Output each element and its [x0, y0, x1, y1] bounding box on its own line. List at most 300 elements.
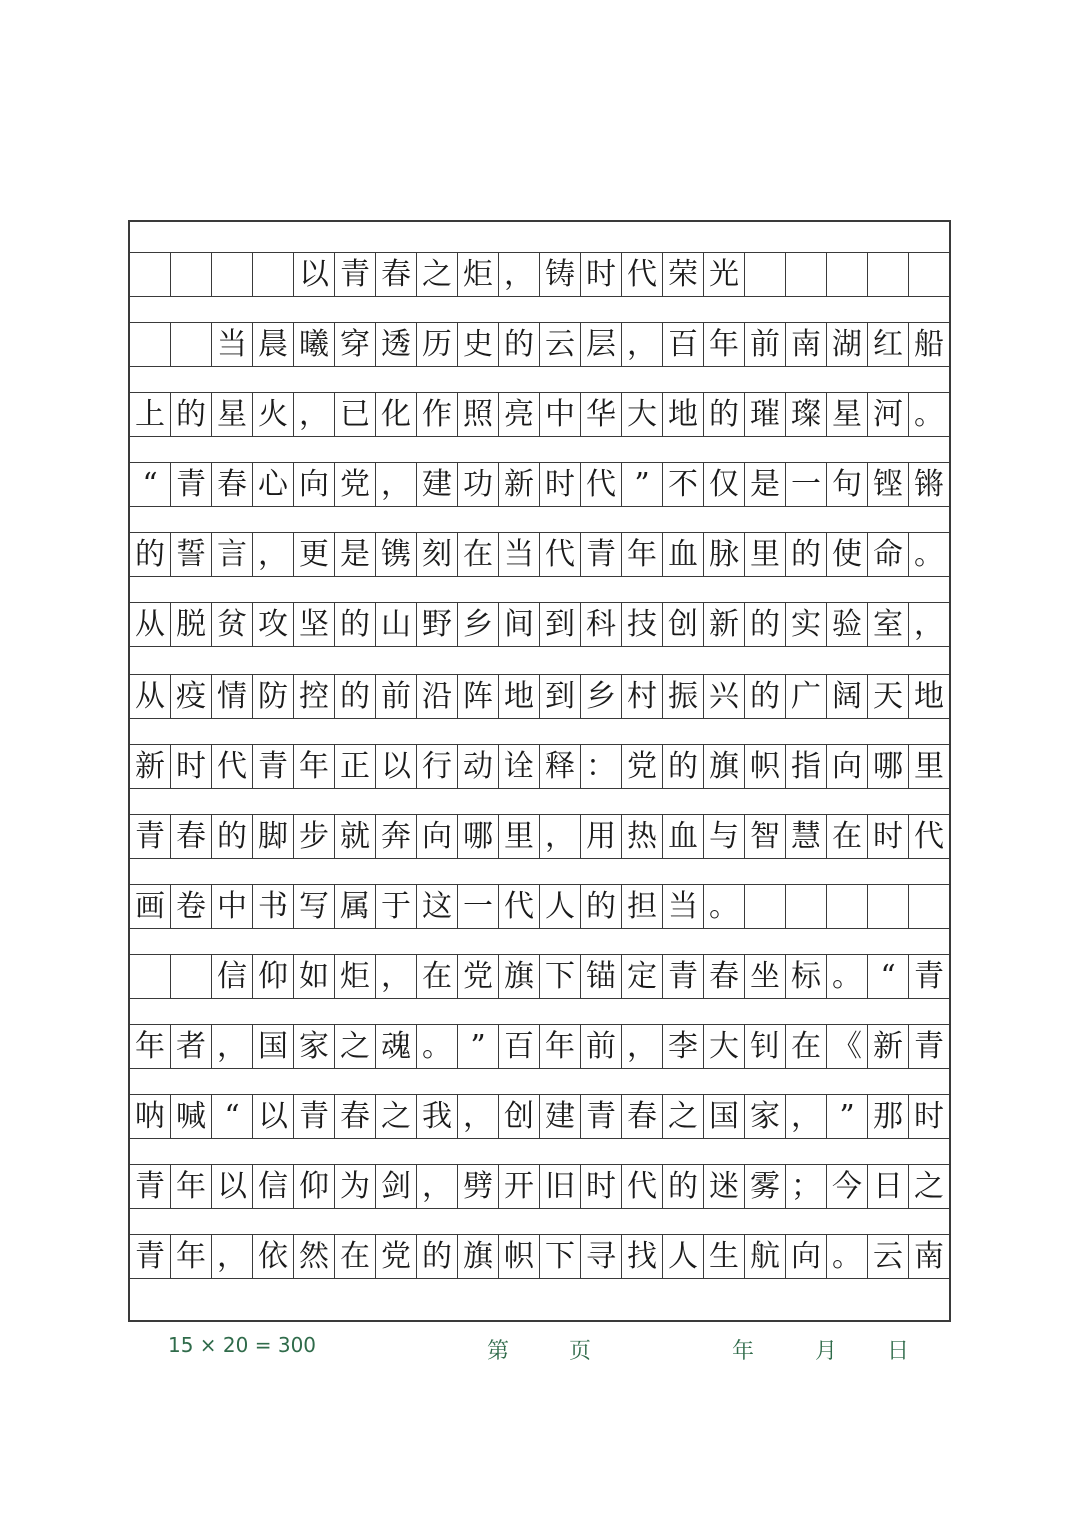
grid-cell: 春 [171, 815, 212, 858]
grid-cell: 党 [335, 463, 376, 506]
grid-cell: 透 [376, 323, 417, 366]
grid-cell: 新 [130, 745, 171, 788]
grid-cell: 乡 [458, 603, 499, 646]
grid-row [130, 1094, 949, 1139]
grid-cell: 誓 [171, 533, 212, 576]
grid-cell: 帜 [745, 745, 786, 788]
grid-cell: 旧 [540, 1165, 581, 1208]
grid-cell: 。 [417, 1025, 458, 1068]
grid-cell: 当 [212, 323, 253, 366]
grid-cell: 年 [171, 1235, 212, 1278]
grid-cell: 脱 [171, 603, 212, 646]
grid-cell: 正 [335, 745, 376, 788]
grid-cell: 当 [499, 533, 540, 576]
grid-cell: 《 [827, 1025, 868, 1068]
grid-cell: 的 [417, 1235, 458, 1278]
grid-cell [868, 253, 909, 296]
grid-cell: 控 [294, 675, 335, 718]
grid-row [130, 814, 949, 859]
grid-cell: 向 [417, 815, 458, 858]
grid-cell: 青 [171, 463, 212, 506]
grid-cell: 青 [130, 1235, 171, 1278]
grid-cell: 创 [499, 1095, 540, 1138]
grid-cell: 大 [622, 393, 663, 436]
grid-cell: 坚 [294, 603, 335, 646]
grid-cell: 时 [540, 463, 581, 506]
grid-cell: 前 [376, 675, 417, 718]
grid-cell: 年 [540, 1025, 581, 1068]
grid-cell [171, 253, 212, 296]
grid-cell: 生 [704, 1235, 745, 1278]
grid-cell: “ [212, 1095, 253, 1138]
grid-cell: 哪 [868, 745, 909, 788]
grid-cell: 一 [786, 463, 827, 506]
grid-cell: 奔 [376, 815, 417, 858]
grid-cell: 属 [335, 885, 376, 928]
grid-cell: 以 [253, 1095, 294, 1138]
page-suffix-label: 页 [569, 1339, 592, 1364]
grid-cell: 光 [704, 253, 745, 296]
grid-cell: 已 [335, 393, 376, 436]
grid-cell: 新 [704, 603, 745, 646]
grid-cell: 信 [253, 1165, 294, 1208]
grid-cell: 春 [335, 1095, 376, 1138]
grid-cell: 南 [786, 323, 827, 366]
grid-cell: 慧 [786, 815, 827, 858]
grid-cell: 的 [704, 393, 745, 436]
grid-cell: 星 [827, 393, 868, 436]
grid-cell: 实 [786, 603, 827, 646]
grid-cell: 代 [499, 885, 540, 928]
grid-cell: ， [786, 1095, 827, 1138]
grid-cell: ” [622, 463, 663, 506]
grid-cell: “ [130, 463, 171, 506]
grid-cell: 青 [335, 253, 376, 296]
grid-cell: 旗 [499, 955, 540, 998]
grid-cell: 振 [663, 675, 704, 718]
grid-cell: 代 [581, 463, 622, 506]
grid-cell: 然 [294, 1235, 335, 1278]
grid-cell: 血 [663, 815, 704, 858]
grid-cell: 从 [130, 603, 171, 646]
grid-cell: 验 [827, 603, 868, 646]
grid-cell: 炬 [458, 253, 499, 296]
grid-cell: 的 [499, 323, 540, 366]
grid-cell: 上 [130, 393, 171, 436]
grid-row [130, 954, 949, 999]
grid-cell: 家 [745, 1095, 786, 1138]
grid-cell: 河 [868, 393, 909, 436]
grid-cell: 呐 [130, 1095, 171, 1138]
grid-cell [868, 885, 909, 928]
grid-cell: 百 [663, 323, 704, 366]
grid-cell: 时 [581, 1165, 622, 1208]
grid-cell: 代 [914, 818, 944, 854]
grid-cell: 人 [540, 885, 581, 928]
grid-cell: 阵 [458, 675, 499, 718]
grid-cell: 镌 [376, 533, 417, 576]
grid-cell: 言 [212, 533, 253, 576]
grid-cell: 向 [294, 463, 335, 506]
grid-cell: 之 [417, 253, 458, 296]
grid-cell: 魂 [376, 1025, 417, 1068]
grid-cell: 锵 [914, 466, 944, 502]
grid-cell: 定 [622, 955, 663, 998]
grid-cell [212, 253, 253, 296]
grid-cell: 百 [499, 1025, 540, 1068]
grid-cell: 前 [581, 1025, 622, 1068]
grid-cell: 的 [786, 533, 827, 576]
grid-row [130, 392, 949, 437]
grid-cell [786, 253, 827, 296]
grid-cell: 在 [335, 1235, 376, 1278]
grid-cell: 。 [914, 536, 944, 572]
grid-cell: 一 [458, 885, 499, 928]
grid-cell: 青 [663, 955, 704, 998]
grid-cell: 到 [540, 603, 581, 646]
grid-row [130, 1164, 949, 1209]
grid-cell: 卷 [171, 885, 212, 928]
grid-cell: 喊 [171, 1095, 212, 1138]
grid-cell: 时 [171, 745, 212, 788]
grid-cell: 春 [212, 463, 253, 506]
grid-cell: 前 [745, 323, 786, 366]
grid-cell: 贫 [212, 603, 253, 646]
grid-cell: 当 [663, 885, 704, 928]
grid-cell: 青 [914, 1028, 944, 1064]
grid-cell: 更 [294, 533, 335, 576]
grid-cell: 青 [130, 1165, 171, 1208]
grid-cell: ： [581, 745, 622, 788]
grid-cell: 仅 [704, 463, 745, 506]
character-grid [130, 222, 949, 1320]
page-label: 第 [487, 1339, 510, 1364]
grid-cell: 的 [335, 675, 376, 718]
grid-cell: 以 [212, 1165, 253, 1208]
grid-cell: 的 [663, 1165, 704, 1208]
grid-cell: 者 [171, 1025, 212, 1068]
grid-cell: 这 [417, 885, 458, 928]
grid-cell: 防 [253, 675, 294, 718]
grid-cell: 层 [581, 323, 622, 366]
grid-cell: 代 [622, 253, 663, 296]
grid-cell: ， [212, 1025, 253, 1068]
grid-cell: 沿 [417, 675, 458, 718]
grid-cell: 家 [294, 1025, 335, 1068]
grid-cell: 心 [253, 463, 294, 506]
grid-cell: 照 [458, 393, 499, 436]
grid-cell: 化 [376, 393, 417, 436]
grid-cell: 动 [458, 745, 499, 788]
grid-cell: 星 [212, 393, 253, 436]
grid-cell: 脉 [704, 533, 745, 576]
grid-cell: 青 [294, 1095, 335, 1138]
grid-cell: 担 [622, 885, 663, 928]
grid-cell: 里 [499, 815, 540, 858]
grid-cell: 国 [704, 1095, 745, 1138]
grid-cell: 代 [212, 745, 253, 788]
grid-cell: 春 [622, 1095, 663, 1138]
grid-cell: 党 [376, 1235, 417, 1278]
grid-cell: 帜 [499, 1235, 540, 1278]
grid-cell: 山 [376, 603, 417, 646]
grid-cell: 写 [294, 885, 335, 928]
grid-cell: 如 [294, 955, 335, 998]
grid-row [130, 1024, 949, 1069]
grid-cell: 下 [540, 1235, 581, 1278]
grid-cell: 间 [499, 603, 540, 646]
grid-cell: 使 [827, 533, 868, 576]
grid-cell: 画 [130, 885, 171, 928]
grid-cell: ， [914, 606, 944, 642]
grid-cell: 的 [171, 393, 212, 436]
grid-cell: 时 [581, 253, 622, 296]
grid-cell: 找 [622, 1235, 663, 1278]
grid-cell: 用 [581, 815, 622, 858]
grid-cell: 里 [914, 748, 944, 784]
grid-cell: 湖 [827, 323, 868, 366]
grid-cell: 书 [253, 885, 294, 928]
grid-cell: 史 [458, 323, 499, 366]
grid-cell: 新 [499, 463, 540, 506]
grid-cell: 新 [868, 1025, 909, 1068]
grid-cell: 。 [827, 955, 868, 998]
grid-cell: 迷 [704, 1165, 745, 1208]
grid-cell: 。 [704, 885, 745, 928]
grid-cell: 依 [253, 1235, 294, 1278]
grid-cell [130, 323, 171, 366]
composition-grid-sheet [128, 220, 951, 1322]
grid-cell: ， [622, 323, 663, 366]
grid-cell: 与 [704, 815, 745, 858]
grid-cell: 年 [622, 533, 663, 576]
grid-cell: 以 [294, 253, 335, 296]
grid-cell: 以 [376, 745, 417, 788]
grid-cell: 铸 [540, 253, 581, 296]
grid-cell: 的 [212, 815, 253, 858]
grid-cell: 哪 [458, 815, 499, 858]
grid-cell [130, 955, 171, 998]
grid-cell: 热 [622, 815, 663, 858]
grid-cell: 铿 [868, 463, 909, 506]
grid-cell: 穿 [335, 323, 376, 366]
grid-cell [786, 885, 827, 928]
grid-cell: 地 [499, 675, 540, 718]
grid-cell: 曦 [294, 323, 335, 366]
grid-cell: 代 [622, 1165, 663, 1208]
grid-cell: 在 [458, 533, 499, 576]
grid-cell: 火 [253, 393, 294, 436]
grid-cell: ， [376, 955, 417, 998]
grid-cell: 历 [417, 323, 458, 366]
grid-cell: 。 [827, 1235, 868, 1278]
grid-cell: 春 [376, 253, 417, 296]
grid-cell: 阔 [827, 675, 868, 718]
grid-cell: 开 [499, 1165, 540, 1208]
grid-cell: 刻 [417, 533, 458, 576]
grid-cell: 之 [914, 1168, 944, 1204]
grid-cell: 炬 [335, 955, 376, 998]
grid-cell: 青 [581, 1095, 622, 1138]
grid-cell: 步 [294, 815, 335, 858]
grid-cell: 年 [294, 745, 335, 788]
grid-cell: 。 [914, 396, 944, 432]
grid-cell: 荣 [663, 253, 704, 296]
grid-cell: 指 [786, 745, 827, 788]
grid-cell [909, 253, 949, 296]
grid-cell: 劈 [458, 1165, 499, 1208]
grid-cell: 红 [868, 323, 909, 366]
grid-row [130, 1234, 949, 1279]
grid-cell: 诠 [499, 745, 540, 788]
grid-cell: 不 [663, 463, 704, 506]
grid-cell: 在 [786, 1025, 827, 1068]
grid-cell: 青 [130, 815, 171, 858]
grid-cell: 信 [212, 955, 253, 998]
grid-cell: 航 [745, 1235, 786, 1278]
day-label: 日 [887, 1339, 910, 1364]
grid-cell: 党 [622, 745, 663, 788]
grid-cell [253, 253, 294, 296]
grid-cell: ” [458, 1025, 499, 1068]
grid-cell: 代 [540, 533, 581, 576]
grid-cell: 年 [171, 1165, 212, 1208]
grid-cell: 广 [786, 675, 827, 718]
grid-row [130, 744, 949, 789]
grid-cell: 我 [417, 1095, 458, 1138]
grid-cell: 在 [417, 955, 458, 998]
grid-cell [130, 253, 171, 296]
grid-cell: 钊 [745, 1025, 786, 1068]
grid-row [130, 322, 949, 367]
grid-cell [827, 885, 868, 928]
grid-cell: ， [294, 393, 335, 436]
grid-cell: 的 [663, 745, 704, 788]
grid-cell: ” [827, 1095, 868, 1138]
grid-cell: ， [540, 815, 581, 858]
grid-cell: 攻 [253, 603, 294, 646]
grid-cell: 科 [581, 603, 622, 646]
grid-cell: 向 [827, 745, 868, 788]
grid-cell: ， [212, 1235, 253, 1278]
grid-cell: 雾 [745, 1165, 786, 1208]
grid-cell: 句 [827, 463, 868, 506]
grid-cell: 下 [540, 955, 581, 998]
grid-cell: ； [786, 1165, 827, 1208]
grid-cell: 标 [786, 955, 827, 998]
grid-cell: 情 [212, 675, 253, 718]
grid-cell: 时 [868, 815, 909, 858]
grid-cell: 命 [868, 533, 909, 576]
grid-cell [745, 885, 786, 928]
grid-cell: 青 [253, 745, 294, 788]
grid-cell: 是 [335, 533, 376, 576]
grid-cell: 的 [130, 533, 171, 576]
grid-cell: 旗 [458, 1235, 499, 1278]
grid-cell: 到 [540, 675, 581, 718]
grid-row [130, 532, 949, 577]
grid-cell [171, 323, 212, 366]
grid-cell: 之 [335, 1025, 376, 1068]
grid-cell: 年 [704, 323, 745, 366]
grid-cell: 创 [663, 603, 704, 646]
grid-cell [171, 955, 212, 998]
grid-cell: 大 [704, 1025, 745, 1068]
grid-cell: 青 [581, 533, 622, 576]
grid-cell [827, 253, 868, 296]
grid-cell: 今 [827, 1165, 868, 1208]
grid-cell: ， [499, 253, 540, 296]
grid-cell: ， [622, 1025, 663, 1068]
grid-cell: ， [376, 463, 417, 506]
grid-cell: 里 [745, 533, 786, 576]
grid-cell: 华 [581, 393, 622, 436]
grid-cell: 的 [581, 885, 622, 928]
grid-cell: 坐 [745, 955, 786, 998]
grid-cell: 从 [130, 675, 171, 718]
grid-cell: 的 [335, 603, 376, 646]
grid-cell: 中 [540, 393, 581, 436]
grid-cell: ， [458, 1095, 499, 1138]
grid-cell: ， [417, 1165, 458, 1208]
grid-cell: 云 [868, 1235, 909, 1278]
grid-cell: 疫 [171, 675, 212, 718]
grid-cell: 向 [786, 1235, 827, 1278]
grid-row [130, 884, 949, 929]
grid-cell: 乡 [581, 675, 622, 718]
grid-cell: 行 [417, 745, 458, 788]
grid-cell: 剑 [376, 1165, 417, 1208]
grid-cell: 释 [540, 745, 581, 788]
grid-cell: 日 [868, 1165, 909, 1208]
grid-cell: 李 [663, 1025, 704, 1068]
grid-cell: 锚 [581, 955, 622, 998]
grid-row [130, 674, 949, 719]
grid-cell: 党 [458, 955, 499, 998]
month-label: 月 [815, 1339, 838, 1364]
grid-cell: 建 [417, 463, 458, 506]
grid-cell: 室 [868, 603, 909, 646]
grid-row [130, 602, 949, 647]
grid-cell: 村 [622, 675, 663, 718]
grid-cell: 仰 [294, 1165, 335, 1208]
grid-cell: 青 [914, 958, 944, 994]
grid-cell: 云 [540, 323, 581, 366]
grid-cell: 智 [745, 815, 786, 858]
grid-cell: 于 [376, 885, 417, 928]
grid-cell: 为 [335, 1165, 376, 1208]
grid-cell: 兴 [704, 675, 745, 718]
grid-row [130, 462, 949, 507]
grid-cell: 那 [868, 1095, 909, 1138]
grid-cell: 就 [335, 815, 376, 858]
grid-cell: 野 [417, 603, 458, 646]
grid-cell: 之 [663, 1095, 704, 1138]
grid-cell: 作 [417, 393, 458, 436]
grid-cell: 功 [458, 463, 499, 506]
grid-cell: “ [868, 955, 909, 998]
grid-row [130, 252, 949, 297]
grid-cell: 旗 [704, 745, 745, 788]
grid-cell: 南 [914, 1238, 944, 1274]
grid-cell: ， [253, 533, 294, 576]
grid-cell: 脚 [253, 815, 294, 858]
grid-cell: 璀 [745, 393, 786, 436]
grid-cell: 年 [130, 1025, 171, 1068]
grid-cell: 仰 [253, 955, 294, 998]
grid-cell: 晨 [253, 323, 294, 366]
grid-cell: 是 [745, 463, 786, 506]
